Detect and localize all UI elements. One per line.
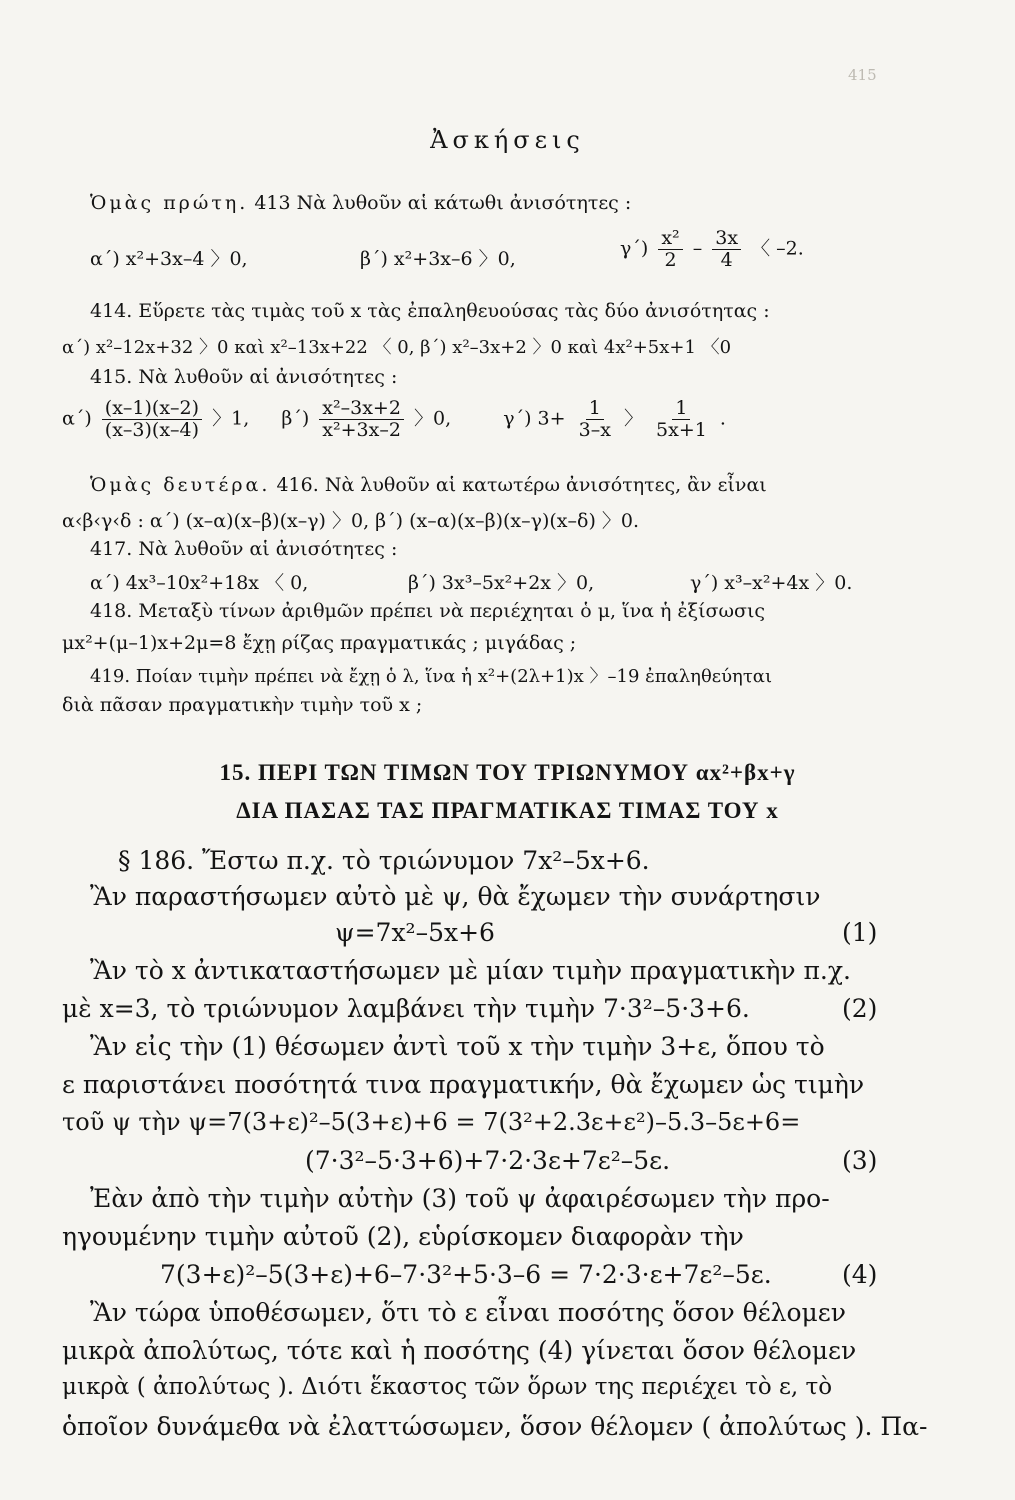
ex415-c-fraction-2 bbox=[653, 398, 710, 441]
ex415-a-rest: 〉1, bbox=[212, 407, 250, 430]
ex415-c-end: . bbox=[719, 407, 726, 430]
page-number: 415 bbox=[848, 66, 877, 84]
fraction-numerator: x²–3x+2 bbox=[319, 398, 404, 420]
fraction-denominator: 5x+1 bbox=[656, 418, 707, 441]
ex415-intro: 415. Νὰ λυθοῦν αἱ ἀνισότητες : bbox=[90, 366, 398, 388]
ex415-b-fraction bbox=[319, 398, 404, 441]
equation-3-number: (3) bbox=[842, 1146, 878, 1175]
body-line-16: ὁποῖον δυνάμεθα νὰ ἐλαττώσωμεν, ὅσον θέλομεν ( ἀπολύτως ). Πα- bbox=[62, 1412, 928, 1441]
group2-heading: Ὁμὰς δευτέρα. bbox=[90, 474, 271, 496]
ex413-a: α΄) x²+3x–4 〉0, bbox=[90, 248, 248, 270]
section-heading-line2: ΔΙΑ ΠΑΣΑΣ ΤΑΣ ΠΡΑΓΜΑΤΙΚΑΣ ΤΙΜΑΣ ΤΟΥ x bbox=[236, 798, 779, 823]
group1-heading: Ὁμὰς πρώτη. bbox=[90, 192, 249, 214]
page-title: Ἀσκήσεις bbox=[430, 126, 585, 154]
body-line-13: Ἂν τώρα ὑποθέσωμεν, ὅτι τὸ ε εἶναι ποσότης ὅσον θέλομεν bbox=[90, 1298, 846, 1327]
ex415-c-label: γ΄) 3+ bbox=[503, 407, 566, 430]
ex416-line: α‹β‹γ‹δ : α΄) (x–α)(x–β)(x–γ) 〉0, β΄) (x–α)(x–β)(x–γ)(x–δ) 〉0. bbox=[62, 510, 640, 532]
ex413-c-label: γ΄) bbox=[620, 237, 649, 260]
body-line-10: Ἐὰν ἀπὸ τὴν τιμὴν αὐτὴν (3) τοῦ ψ ἀφαιρέσωμεν τὴν προ- bbox=[90, 1184, 830, 1213]
body-line-15: μικρὰ ( ἀπολύτως ). Διότι ἕκαστος τῶν ὅρων της περιέχει τὸ ε, τὸ bbox=[62, 1374, 833, 1400]
ex417-c: γ΄) x³–x²+4x 〉0. bbox=[690, 572, 853, 594]
ex415-b-rest: 〉0, bbox=[414, 407, 452, 430]
fraction-numerator: 3x bbox=[712, 228, 741, 250]
ex415-a-label: α΄) bbox=[62, 407, 92, 430]
ex413-c-rest: 〈 –2. bbox=[751, 237, 804, 260]
fraction-denominator: 2 bbox=[664, 248, 677, 271]
ex413-c bbox=[620, 228, 804, 271]
body-line-6: Ἂν εἰς τὴν (1) θέσωμεν ἀντὶ τοῦ x τὴν τιμὴν 3+ε, ὅπου τὸ bbox=[90, 1032, 825, 1061]
fraction-numerator: 1 bbox=[586, 398, 604, 420]
ex413-b: β΄) x²+3x–6 〉0, bbox=[360, 248, 516, 270]
ex413-c-fraction-1 bbox=[658, 228, 682, 271]
ex417-a: α΄) 4x³–10x²+18x 〈 0, bbox=[90, 572, 309, 594]
body-line-7: ε παριστάνει ποσότητά τινα πραγματικήν, θὰ ἔχωμεν ὡς τιμὴν bbox=[62, 1070, 865, 1099]
equation-1: ψ=7x²–5x+6 bbox=[335, 918, 495, 947]
ex418-line2: μx²+(μ–1)x+2μ=8 ἔχῃ ρίζας πραγματικάς ; μιγάδας ; bbox=[62, 632, 577, 654]
body-line-5: μὲ x=3, τὸ τριώνυμον λαμβάνει τὴν τιμὴν 7·3²–5·3+6. bbox=[62, 994, 750, 1023]
ex415-b-label: β΄) bbox=[281, 407, 310, 430]
body-line-14: μικρὰ ἀπολύτως, τότε καὶ ἡ ποσότης (4) γίνεται ὅσον θέλομεν bbox=[62, 1336, 857, 1365]
ex417-intro: 417. Νὰ λυθοῦν αἱ ἀνισότητες : bbox=[90, 538, 398, 560]
ex415-c-gt: 〉 bbox=[623, 407, 643, 430]
equation-2-number: (2) bbox=[842, 994, 878, 1023]
ex414-intro: 414. Εὕρετε τὰς τιμὰς τοῦ x τὰς ἐπαληθευούσας τὰς δύο ἀνισότητας : bbox=[90, 300, 770, 322]
group1-line-413 bbox=[90, 192, 631, 214]
paragraph-186: § 186. Ἔστω π.χ. τὸ τριώνυμον 7x²–5x+6. bbox=[118, 846, 650, 875]
section-heading-line1: 15. ΠΕΡΙ ΤΩΝ ΤΙΜΩΝ ΤΟΥ ΤΡΙΩΝΥΜΟΥ αx²+βx+γ bbox=[219, 760, 796, 785]
fraction-denominator: 3–x bbox=[578, 418, 611, 441]
body-line-2: Ἂν παραστήσωμεν αὐτὸ μὲ ψ, θὰ ἔχωμεν τὴν συνάρτησιν bbox=[90, 882, 821, 911]
fraction-numerator: 1 bbox=[672, 398, 690, 420]
ex415-line bbox=[62, 398, 726, 441]
equation-1-number: (1) bbox=[842, 918, 878, 947]
ex418-line1: 418. Μεταξὺ τίνων ἀριθμῶν πρέπει νὰ περιέχηται ὁ μ, ἵνα ἡ ἐξίσωσις bbox=[90, 600, 766, 622]
fraction-denominator: (x–3)(x–4) bbox=[104, 418, 200, 441]
equation-4-number: (4) bbox=[842, 1260, 878, 1289]
ex413-intro: 413 Νὰ λυθοῦν αἱ κάτωθι ἀνισότητες : bbox=[254, 192, 632, 214]
body-line-8: τοῦ ψ τὴν ψ=7(3+ε)²–5(3+ε)+6 = 7(3²+2.3ε+ε²)–5.3–5ε+6= bbox=[62, 1108, 801, 1136]
ex419-line1: 419. Ποίαν τιμὴν πρέπει νὰ ἔχῃ ὁ λ, ἵνα ἡ x²+(2λ+1)x 〉–19 ἐπαληθεύηται bbox=[90, 666, 773, 687]
ex417-b: β΄) 3x³–5x²+2x 〉0, bbox=[408, 572, 595, 594]
fraction-numerator: (x–1)(x–2) bbox=[102, 398, 202, 420]
ex419-line2: διὰ πᾶσαν πραγματικὴν τιμὴν τοῦ x ; bbox=[62, 694, 423, 716]
ex416-intro: 416. Νὰ λυθοῦν αἱ κατωτέρω ἀνισότητες, ἂν εἶναι bbox=[276, 474, 767, 496]
ex415-a-fraction bbox=[102, 398, 202, 441]
body-line-9: (7·3²–5·3+6)+7·2·3ε+7ε²–5ε. bbox=[305, 1146, 671, 1175]
fraction-denominator: 4 bbox=[720, 248, 733, 271]
ex413-c-fraction-2 bbox=[712, 228, 741, 271]
group2-line-416 bbox=[90, 474, 767, 496]
ex415-c-fraction-1 bbox=[576, 398, 614, 441]
body-line-4: Ἂν τὸ x ἀντικαταστήσωμεν μὲ μίαν τιμὴν πραγματικὴν π.χ. bbox=[90, 956, 851, 985]
fraction-numerator: x² bbox=[658, 228, 682, 250]
ex414-line: α΄) x²–12x+32 〉0 καὶ x²–13x+22 〈 0, β΄) x²–3x+2 〉0 καὶ 4x²+5x+1 〈0 bbox=[62, 337, 732, 358]
body-line-12: 7(3+ε)²–5(3+ε)+6–7·3²+5·3–6 = 7·2·3·ε+7ε²–5ε. bbox=[160, 1260, 772, 1289]
fraction-denominator: x²+3x–2 bbox=[322, 418, 401, 441]
ex413-c-minus: – bbox=[692, 237, 703, 260]
body-line-11: ηγουμένην τιμὴν αὐτοῦ (2), εὑρίσκομεν διαφορὰν τὴν bbox=[62, 1222, 744, 1251]
